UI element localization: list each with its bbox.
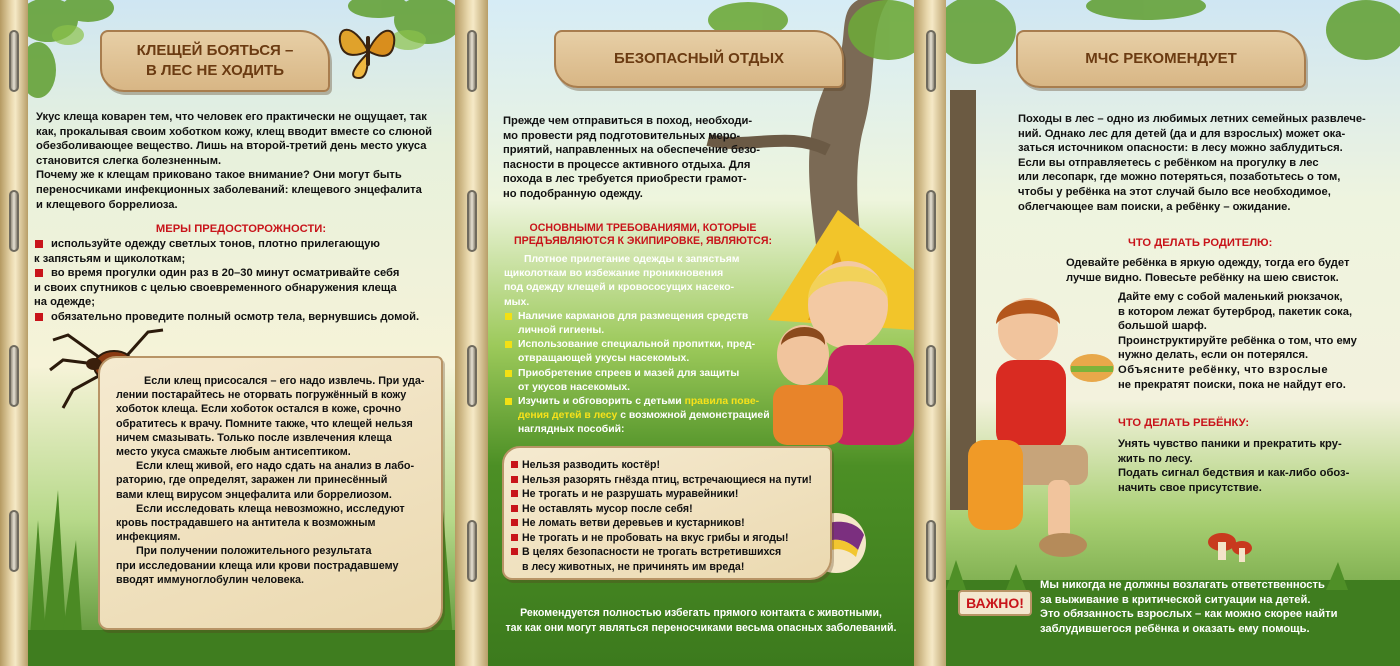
- text-line: но подобранную одежду.: [503, 187, 643, 200]
- text-fragment: Изучить и обговорить с детьми: [518, 396, 685, 408]
- text-line: Использование специальной пропитки, пред-: [518, 339, 756, 351]
- text-line: Мы никогда не должны возлагать ответственность: [1040, 579, 1325, 591]
- ring: [9, 345, 19, 407]
- text-line: во время прогулки один раз в 20–30 минут осматривайте себя: [51, 267, 400, 280]
- text-line: облегчающее вам поиски, а ребёнку – ожидание.: [1018, 200, 1291, 213]
- butterfly-icon: [333, 16, 403, 86]
- text-line: похода в лес требуется приобрести грамот-: [503, 173, 747, 186]
- ring: [467, 520, 477, 582]
- text-line: вводят иммуноглобулин человека.: [116, 573, 305, 586]
- text-line: Если исследовать клеща невозможно, исследуют: [136, 502, 405, 515]
- ring: [9, 190, 19, 252]
- bullet-icon: [511, 505, 518, 512]
- text-line: [518, 395, 780, 409]
- parent-text-2: [1118, 290, 1398, 392]
- ring: [926, 345, 936, 407]
- text-line: Наличие карманов для размещения средств: [518, 310, 749, 322]
- text-line: приятий, направленных на обеспечение безо-: [503, 144, 761, 157]
- text-line: мых.: [504, 296, 530, 308]
- text-fragment: дения детей в лесу: [518, 410, 618, 422]
- text-line: В целях безопасности не трогать встретившихся: [522, 546, 782, 558]
- list-item: [34, 266, 446, 310]
- list-item: [504, 310, 780, 338]
- text-line: обратитесь к врачу. Помните также, что клещей нельзя: [116, 417, 413, 430]
- text-line: место укуса смажьте любым антисептиком.: [116, 446, 351, 459]
- list-item: [34, 237, 446, 266]
- text-line: к запястьям и щиколоткам;: [34, 252, 186, 265]
- panel-mchs: [946, 0, 1400, 666]
- panel1-intro: [36, 110, 446, 212]
- text-line: Одевайте ребёнка в яркую одежду, тогда его будет: [1066, 257, 1350, 269]
- panel3-title: МЧС РЕКОМЕНДУЕТ: [1085, 50, 1237, 67]
- tick-removal-text: [116, 374, 434, 587]
- bullet-icon: [505, 398, 512, 405]
- list-item: [510, 531, 828, 546]
- left-spine: [0, 0, 28, 666]
- parent-heading: ЧТО ДЕЛАТЬ РОДИТЕЛЮ:: [1128, 237, 1273, 249]
- text-line: обязательно проведите полный осмотр тела, вернувшись домой.: [51, 310, 420, 323]
- text-line: в котором лежат бутерброд, пакетик сока,: [1118, 305, 1353, 318]
- text-line: Если вы отправляетесь с ребёнком на прогулку в лес: [1018, 156, 1319, 169]
- text-line: обезболивающее вещество. Лишь на второй-третий день место укуса: [36, 140, 427, 153]
- text-line: Не ломать ветви деревьев и кустарников!: [522, 517, 745, 529]
- list-item: [504, 395, 780, 438]
- text-line: Укус клеща коварен тем, что человек его практически не ощущает, так: [36, 111, 427, 123]
- text-line: лучше видно. Повесьте ребёнку на шею свисток.: [1066, 271, 1339, 284]
- text-line: ничем смазывать. Только после извлечения клеща: [116, 431, 392, 444]
- text-line: при исследовании клеща или крови пострадавшему: [116, 559, 399, 572]
- ring: [9, 30, 19, 92]
- text-line: Не трогать и не разрушать муравейники!: [522, 488, 739, 500]
- text-line: Походы в лес – одно из любимых летних семейных развлече-: [1018, 113, 1366, 125]
- text-line: хоботок клеща. Если хоботок остался в коже, срочно: [116, 403, 402, 416]
- text-line: отвращающей укусы насекомых.: [518, 353, 690, 365]
- bullet-icon: [511, 490, 518, 497]
- text-line: или лесопарк, где можно потеряться, позаботьтесь о том,: [1018, 171, 1341, 184]
- text-line: большой шарф.: [1118, 320, 1207, 333]
- middle-spine-2: [914, 0, 947, 666]
- child-text: [1118, 437, 1398, 495]
- text-line: заться источником опасности: в лесу можно заблудиться.: [1018, 142, 1343, 155]
- text-line: за выживание в критической ситуации на детей.: [1040, 593, 1311, 606]
- text-line: так как они могут являться переносчиками весьма опасных заболеваний.: [505, 621, 897, 634]
- text-line: и клещевого боррелиоза.: [36, 198, 178, 211]
- text-line: чтобы у ребёнка на этот случай было все необходимое,: [1018, 185, 1331, 198]
- list-item: [510, 487, 828, 502]
- text-line: Объясните ребёнку, что взрослые: [1118, 363, 1329, 376]
- precautions-heading: МЕРЫ ПРЕДОСТОРОЖНОСТИ:: [155, 223, 327, 235]
- precautions-list: [34, 237, 446, 325]
- list-item: [504, 338, 780, 366]
- ring: [467, 190, 477, 252]
- text-line: используйте одежду светлых тонов, плотно прилегающую: [51, 238, 380, 250]
- ring: [926, 190, 936, 252]
- text-line: Это обязанность взрослых – как можно скорее найти: [1040, 608, 1338, 621]
- text-line: жить по лесу.: [1118, 452, 1193, 465]
- panel1-title-line2: В ЛЕС НЕ ХОДИТЬ: [145, 62, 285, 79]
- text-line: становится слегка болезненным.: [36, 154, 222, 167]
- text-line: [518, 409, 780, 423]
- text-line: Подать сигнал бедствия и как-либо обоз-: [1118, 467, 1350, 480]
- text-line: Дайте ему с собой маленький рюкзачок,: [1118, 291, 1343, 303]
- text-line: личной гигиены.: [518, 325, 605, 337]
- text-line: ний. Однако лес для детей (да и для взрослых) может ока-: [1018, 127, 1346, 140]
- ring: [467, 30, 477, 92]
- bullet-icon: [511, 461, 518, 468]
- text-line: заблудившегося ребёнка и оказать ему помощь.: [1040, 622, 1310, 635]
- text-line: При получении положительного результата: [136, 545, 372, 558]
- list-item: [510, 502, 828, 517]
- text-line: в лесу животных, не причинять им вреда!: [522, 560, 745, 573]
- panel1-title-banner: [100, 30, 330, 92]
- bullet-icon: [35, 269, 43, 277]
- text-line: мо провести ряд подготовительных меро-: [503, 129, 741, 142]
- text-line: ОСНОВНЫМИ ТРЕБОВАНИЯМИ, КОТОРЫЕ: [529, 222, 757, 234]
- important-badge: [958, 590, 1032, 616]
- text-line: Нельзя разводить костёр!: [522, 459, 660, 471]
- text-line: кровь пострадавшего на антитела к возможным: [116, 517, 376, 530]
- ring: [926, 520, 936, 582]
- text-line: начить свое присутствие.: [1118, 481, 1262, 494]
- text-line: Приобретение спреев и мазей для защиты: [518, 367, 740, 379]
- list-item: [510, 473, 828, 488]
- bullet-icon: [505, 370, 512, 377]
- text-line: не прекратят поиски, пока не найдут его.: [1118, 378, 1346, 391]
- text-fragment: правила пове-: [684, 396, 760, 408]
- bullet-icon: [511, 476, 518, 483]
- ring: [467, 345, 477, 407]
- bullet-icon: [35, 313, 43, 321]
- important-label: ВАЖНО!: [966, 595, 1024, 611]
- text-line: лении постарайтесь не оторвать погружённый в кожу: [116, 389, 407, 402]
- text-line: от укусов насекомых.: [518, 381, 631, 393]
- list-item: [504, 367, 780, 395]
- panel2-title: БЕЗОПАСНЫЙ ОТДЫХ: [613, 50, 785, 67]
- panel1-title-line1: КЛЕЩЕЙ БОЯТЬСЯ –: [136, 42, 294, 59]
- text-line: Проинструктируйте ребёнка о том, что ему: [1118, 334, 1357, 347]
- text-line: нужно делать, если он потерялся.: [1118, 349, 1309, 362]
- text-line: Почему же к клещам приковано такое внимание? Они могут быть: [36, 169, 402, 182]
- list-item: [510, 545, 828, 574]
- panel3-intro: [1018, 112, 1398, 214]
- text-line: наглядных пособий:: [518, 424, 625, 436]
- ring: [9, 510, 19, 572]
- text-line: ПРЕДЪЯВЛЯЮТСЯ К ЭКИПИРОВКЕ, ЯВЛЯЮТСЯ:: [514, 235, 772, 247]
- text-line: Прежде чем отправиться в поход, необходи-: [503, 115, 753, 127]
- text-line: раторию, где определят, заражен ли принесённый: [116, 474, 388, 487]
- panel-safe-rest: [488, 0, 914, 666]
- bullet-icon: [505, 313, 512, 320]
- panel3-title-banner: [1016, 30, 1306, 88]
- text-line: Плотное прилегание одежды к запястьям: [524, 254, 740, 265]
- list-item: [510, 458, 828, 473]
- text-line: вами клещ вирусом энцефалита или боррелиозом.: [116, 488, 392, 501]
- text-line: и своих спутников с целью своевременного обнаружения клеща: [34, 281, 397, 294]
- bullet-icon: [511, 534, 518, 541]
- children-illustration: [773, 245, 914, 445]
- bullet-icon: [35, 240, 43, 248]
- ring: [926, 30, 936, 92]
- middle-spine-1: [455, 0, 488, 666]
- text-line: Рекомендуется полностью избегать прямого контакта с животными,: [520, 607, 882, 619]
- text-line: переносчиками инфекционных заболеваний: клещевого энцефалита: [36, 183, 422, 196]
- text-line: на одежде;: [34, 296, 95, 309]
- bullet-icon: [505, 341, 512, 348]
- panel2-footer: [492, 606, 910, 635]
- text-line: Не трогать и не пробовать на вкус грибы и ягоды!: [522, 531, 789, 544]
- requirements-list: [504, 253, 780, 438]
- panel2-title-banner: [554, 30, 844, 88]
- important-text: [1040, 578, 1396, 636]
- panel2-intro: [503, 114, 783, 202]
- requirements-heading: [508, 222, 778, 248]
- text-line: щиколоткам во избежание проникновения: [504, 268, 724, 280]
- child-heading: ЧТО ДЕЛАТЬ РЕБЁНКУ:: [1118, 417, 1250, 429]
- text-line: инфекциям.: [116, 531, 181, 544]
- text-line: Не оставлять мусор после себя!: [522, 502, 693, 515]
- text-line: Нельзя разорять гнёзда птиц, встречающиеся на пути!: [522, 473, 812, 486]
- text-line: Если клещ присосался – его надо извлечь. При уда-: [144, 375, 425, 387]
- rules-list: [510, 458, 828, 574]
- panel-ticks: [28, 0, 455, 666]
- text-line: как, прокалывая своим хоботком кожу, клещ вводит вместе со слюной: [36, 125, 433, 138]
- text-fragment: с возможной демонстрацией: [617, 410, 770, 422]
- text-line: под одежду клещей и кровососущих насеко-: [504, 282, 735, 294]
- text-line: пасности в процессе активного отдыха. Для: [503, 158, 751, 171]
- parent-text-1: [1066, 256, 1396, 285]
- list-item: [510, 516, 828, 531]
- bullet-icon: [511, 519, 518, 526]
- text-line: Унять чувство паники и прекратить кру-: [1118, 438, 1342, 450]
- text-line: Если клещ живой, его надо сдать на анализ в лабо-: [136, 460, 415, 473]
- bullet-icon: [511, 548, 518, 555]
